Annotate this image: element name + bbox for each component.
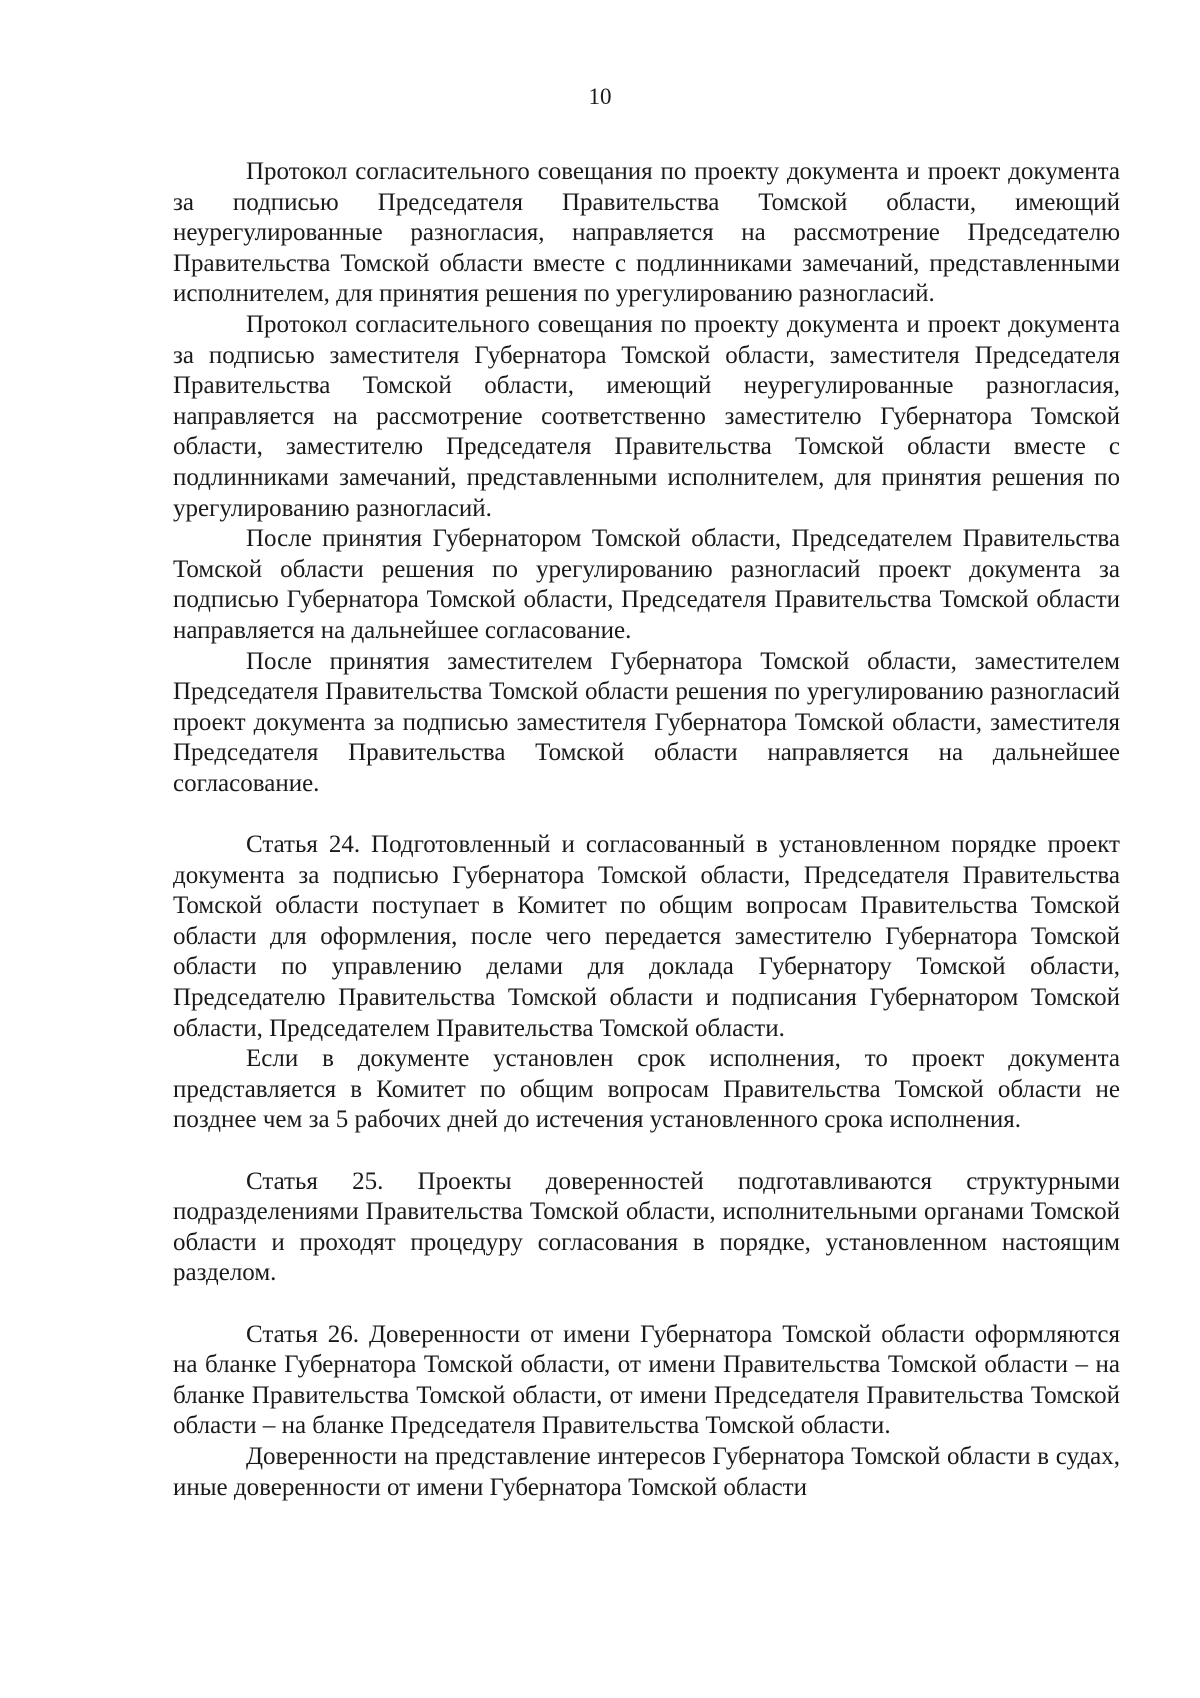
paragraph-after-deputy-decision: После принятия заместителем Губернатора Томской области, заместителем Председателя Правительства Томской области решения по урегулированию разногласий проект документа за подписью заместителя Губернатора Томской области, заместителя Председателя Правительства Томской области направляется на дальнейшее согласование. <box>173 647 1120 797</box>
document-body <box>173 157 1120 1503</box>
paragraph-protocol-chairman: Протокол согласительного совещания по проекту документа и проект документа за подписью Председателя Правительства Томской области, имеющий неурегулированные разногласия, направляется на рассмотрение Председателю Правительства Томской области вместе с подлинниками замечаний, представленными исполнителем, для принятия решения по урегулированию разногласий. <box>173 158 1120 308</box>
paragraph-after-governor-decision: После принятия Губернатором Томской области, Председателем Правительства Томской области решения по урегулированию разногласий проект документа за подписью Губернатора Томской области, Председателя Правительства Томской области направляется на дальнейшее согласование. <box>173 525 1120 644</box>
paragraph-court-powers-of-attorney: Доверенности на представление интересов Губернатора Томской области в судах, иные доверенности от имени Губернатора Томской области <box>173 1442 1120 1501</box>
article-26: Статья 26. Доверенности от имени Губернатора Томской области оформляются на бланке Губернатора Томской области, от имени Правительства Томской области – на бланке Правительства Томской области, от имени Председателя Правительства Томской области – на бланке Председателя Правительства Томской области. <box>173 1320 1120 1440</box>
article-25: Статья 25. Проекты доверенностей подготавливаются структурными подразделениями Правительства Томской области, исполнительными органами Томской области и проходят процедуру согласования в порядке, установленном настоящим разделом. <box>173 1167 1120 1287</box>
page-number: 10 <box>588 84 612 109</box>
paragraph-protocol-deputy: Протокол согласительного совещания по проекту документа и проект документа за подписью заместителя Губернатора Томской области, заместителя Председателя Правительства Томской области, имеющий неурегулированные разногласия, направляется на рассмотрение соответственно заместителю Губернатора Томской области, заместителю Председателя Правительства Томской области вместе с подлинниками замечаний, представленными исполнителем, для принятия решения по урегулированию разногласий. <box>173 310 1120 522</box>
paragraph-execution-deadline: Если в документе установлен срок исполнения, то проект документа представляется в Комитет по общим вопросам Правительства Томской области не позднее чем за 5 рабочих дней до истечения установленного срока исполнения. <box>173 1045 1120 1134</box>
article-24: Статья 24. Подготовленный и согласованный в установленном порядке проект документа за подписью Губернатора Томской области, Председателя Правительства Томской области поступает в Комитет по общим вопросам Правительства Томской области для оформления, после чего передается заместителю Губернатора Томской области по управлению делами для доклада Губернатору Томской области, Председателю Правительства Томской области и подписания Губернатором Томской области, Председателем Правительства Томской области. <box>173 831 1120 1042</box>
